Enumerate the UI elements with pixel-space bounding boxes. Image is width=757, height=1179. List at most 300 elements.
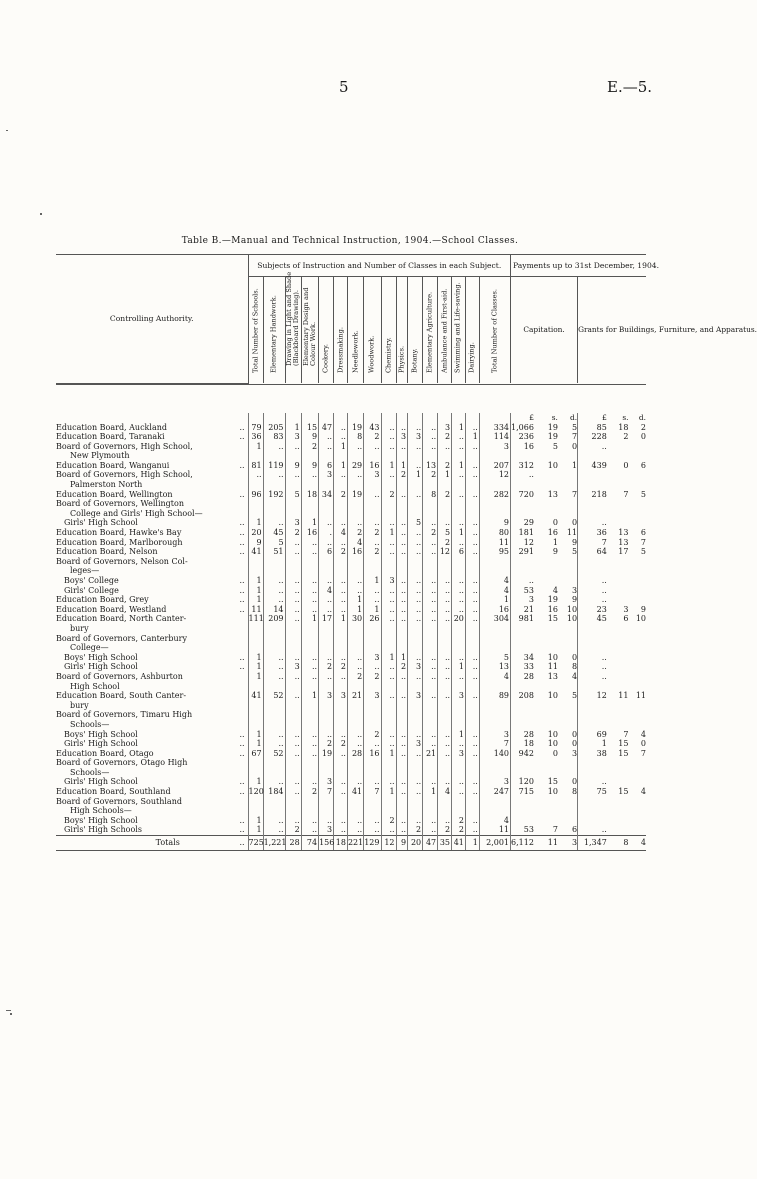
grant-pounds: ..: [578, 595, 609, 605]
capitation-shillings: [536, 509, 558, 519]
capitation-pence: 11: [566, 528, 578, 538]
authority-name: Education Board, Otago ..: [56, 749, 248, 759]
class-count: 18: [301, 490, 318, 500]
class-count: 3: [334, 691, 348, 701]
class-count: ..: [364, 739, 381, 749]
class-count: ..: [452, 576, 466, 586]
grant-pounds: [578, 451, 609, 461]
capitation-pence: 10: [566, 614, 578, 624]
capitation-pence: 0: [571, 652, 578, 662]
class-count: ..: [438, 739, 452, 749]
grant-pence: 5: [640, 547, 646, 557]
table-row: [56, 777, 646, 787]
grant-shillings: [609, 509, 629, 519]
class-count: ..: [452, 595, 466, 605]
class-count: 7: [364, 787, 381, 797]
table-row: [56, 480, 646, 490]
class-count: 725: [248, 836, 263, 851]
class-count: [438, 480, 452, 490]
class-count: [465, 758, 479, 768]
class-count: [438, 624, 452, 634]
capitation-pence: 5: [571, 691, 578, 701]
class-count: [438, 557, 452, 567]
capitation-pounds: [511, 643, 536, 653]
class-count: ..: [438, 614, 452, 624]
table-row: [56, 432, 646, 442]
leader-dots: ..: [239, 489, 245, 499]
class-count: 2: [347, 672, 363, 682]
class-count: 9: [248, 538, 263, 548]
capitation-shillings: 10: [547, 787, 558, 797]
class-count: 5: [408, 518, 423, 528]
class-count: ..: [408, 490, 423, 500]
class-count: [263, 566, 285, 576]
leader-dots: ..: [239, 787, 245, 797]
class-count: ..: [263, 662, 285, 672]
grant-pence: [628, 566, 646, 576]
grant-pounds: ..: [578, 662, 609, 672]
grant-pence: [628, 480, 646, 490]
table-row: [56, 605, 646, 615]
class-count: [285, 509, 301, 519]
grant-shillings: 18: [618, 422, 629, 432]
grant-pounds: [578, 797, 609, 807]
capitation-shillings: 16: [547, 604, 558, 614]
column-header: [334, 277, 348, 384]
class-count: 21: [423, 749, 438, 759]
class-count: [396, 499, 408, 509]
class-count: 20: [248, 528, 263, 538]
class-count: [285, 624, 301, 634]
class-count: 2: [408, 825, 423, 835]
class-count: [347, 720, 363, 730]
class-count: [334, 806, 348, 816]
grant-pence: 6: [640, 528, 646, 538]
class-count: [347, 480, 363, 490]
class-count: [301, 797, 318, 807]
class-count: [248, 768, 263, 778]
class-count: 1: [248, 518, 263, 528]
grant-pence: [628, 518, 646, 528]
class-count: [396, 624, 408, 634]
capitation-shillings: 13: [547, 489, 558, 499]
class-count: [465, 797, 479, 807]
class-count: [479, 634, 510, 644]
grant-pounds: [578, 758, 609, 768]
grant-pounds: 1: [578, 739, 609, 749]
class-count: ..: [285, 614, 301, 624]
class-count: 35: [438, 836, 452, 851]
class-count: 2: [319, 662, 334, 672]
class-count: ..: [285, 442, 301, 452]
class-count: 79: [248, 423, 263, 433]
class-count: 80: [479, 528, 510, 538]
class-count: 1: [381, 787, 396, 797]
capitation-pence: 9: [571, 537, 578, 547]
class-count: ..: [408, 576, 423, 586]
class-count: [301, 710, 318, 720]
class-count: ..: [263, 730, 285, 740]
class-count: 9: [285, 461, 301, 471]
class-count: ..: [452, 777, 466, 787]
capitation-shillings: [536, 816, 558, 826]
class-count: 6: [319, 461, 334, 471]
class-count: [381, 682, 396, 692]
class-count: [408, 768, 423, 778]
class-count: 96: [248, 490, 263, 500]
grant-pence: [628, 662, 646, 672]
class-count: 304: [479, 614, 510, 624]
grant-shillings: 15: [618, 787, 629, 797]
grant-shillings: [609, 768, 629, 778]
class-count: ..: [263, 739, 285, 749]
capitation-shillings: 1: [552, 537, 558, 547]
class-count: ..: [285, 777, 301, 787]
class-count: 12: [479, 470, 510, 480]
grant-pence: 4: [640, 729, 646, 739]
class-count: ..: [396, 547, 408, 557]
capitation-pence: 6: [571, 825, 578, 835]
capitation-shillings: [536, 682, 558, 692]
grant-shillings: [609, 758, 629, 768]
class-count: ..: [319, 576, 334, 586]
class-count: ..: [319, 672, 334, 682]
authority-name: Schools—: [70, 719, 110, 729]
class-count: ..: [263, 777, 285, 787]
grant-pounds: 439: [578, 461, 609, 471]
capitation-shillings: [536, 768, 558, 778]
class-count: ..: [301, 662, 318, 672]
class-count: .: [319, 528, 334, 538]
class-count: ..: [423, 547, 438, 557]
table-row: [56, 758, 646, 768]
class-count: ..: [301, 605, 318, 615]
class-count: ..: [438, 730, 452, 740]
class-count: ..: [452, 653, 466, 663]
class-count: ..: [285, 730, 301, 740]
grant-pence: 9: [640, 604, 646, 614]
grant-shillings: [609, 634, 629, 644]
class-count: [334, 643, 348, 653]
class-count: [381, 566, 396, 576]
grant-shillings: [609, 662, 629, 672]
capitation-pounds: 291: [511, 547, 536, 557]
class-count: ..: [334, 787, 348, 797]
class-count: [438, 797, 452, 807]
class-count: ..: [301, 816, 318, 826]
class-count: ..: [465, 595, 479, 605]
class-count: ..: [423, 614, 438, 624]
class-count: 3: [285, 432, 301, 442]
class-count: ..: [452, 442, 466, 452]
capitation-pence: [558, 634, 578, 644]
class-count: ..: [408, 461, 423, 471]
page-code: E.—5.: [607, 78, 653, 96]
class-count: [396, 451, 408, 461]
class-count: [248, 480, 263, 490]
capitation-pence: [558, 624, 578, 634]
table-row: [56, 451, 646, 461]
class-count: [285, 557, 301, 567]
class-count: [396, 797, 408, 807]
class-count: 1: [452, 528, 466, 538]
class-count: ..: [364, 490, 381, 500]
class-count: 119: [263, 461, 285, 471]
class-count: 140: [479, 749, 510, 759]
class-count: [381, 557, 396, 567]
class-count: ..: [465, 518, 479, 528]
class-count: 19: [347, 423, 363, 433]
class-count: [248, 710, 263, 720]
class-count: ..: [408, 749, 423, 759]
class-count: ..: [347, 730, 363, 740]
grant-pounds: 218: [578, 490, 609, 500]
class-count: 184: [263, 787, 285, 797]
capitation-shillings: [536, 480, 558, 490]
authority-name: Education Board, South Canter-: [56, 691, 187, 701]
class-count: [301, 451, 318, 461]
unit-pence: d.: [569, 412, 578, 422]
capitation-pounds: 1,066: [511, 422, 534, 432]
class-count: ..: [438, 518, 452, 528]
class-count: [423, 634, 438, 644]
class-count: 41: [347, 787, 363, 797]
capitation-pence: 9: [571, 595, 578, 605]
class-count: ..: [423, 586, 438, 596]
class-count: ..: [285, 739, 301, 749]
class-count: [301, 758, 318, 768]
grant-pence: 7: [640, 537, 646, 547]
grant-pounds: ..: [578, 576, 609, 586]
table-row: [56, 787, 646, 797]
capitation-pounds: [511, 701, 536, 711]
capitation-pounds: 29: [511, 518, 536, 528]
class-count: ..: [423, 816, 438, 826]
class-count: [438, 701, 452, 711]
capitation-shillings: [536, 634, 558, 644]
class-count: 2: [452, 816, 466, 826]
leader-dots: ..: [239, 652, 245, 662]
grant-shillings: 7: [623, 489, 629, 499]
class-count: 1: [248, 653, 263, 663]
class-count: [452, 710, 466, 720]
grant-pence: [628, 586, 646, 596]
class-count: 2: [396, 470, 408, 480]
grant-shillings: 11: [618, 691, 629, 701]
class-count: [465, 566, 479, 576]
grant-shillings: [609, 480, 629, 490]
grant-shillings: [609, 442, 629, 452]
class-count: [452, 557, 466, 567]
class-count: 7: [479, 739, 510, 749]
class-count: ..: [452, 787, 466, 797]
capitation-shillings: [536, 557, 558, 567]
class-count: ..: [301, 538, 318, 548]
authority-name: bury: [70, 700, 89, 710]
class-count: ..: [396, 605, 408, 615]
class-count: [319, 557, 334, 567]
grant-pounds: 12: [578, 691, 609, 701]
class-count: [347, 499, 363, 509]
class-count: [285, 710, 301, 720]
grant-pounds: [578, 557, 609, 567]
class-count: [285, 701, 301, 711]
scan-edge-mark: [6, 1010, 11, 1011]
capitation-pence: [558, 480, 578, 490]
class-count: [285, 758, 301, 768]
class-count: ..: [334, 595, 348, 605]
grant-shillings: [609, 643, 629, 653]
capitation-shillings: [536, 701, 558, 711]
class-count: ..: [334, 653, 348, 663]
class-count: 3: [364, 653, 381, 663]
grant-shillings: [609, 624, 629, 634]
class-count: ..: [381, 423, 396, 433]
class-count: 28: [347, 749, 363, 759]
grant-pence: [628, 653, 646, 663]
class-count: 19: [319, 749, 334, 759]
page-number: 5: [339, 78, 349, 96]
grant-shillings: 13: [618, 537, 629, 547]
class-count: ..: [334, 432, 348, 442]
leader-dots: ..: [239, 432, 245, 442]
class-count: ..: [452, 538, 466, 548]
class-count: [465, 624, 479, 634]
class-count: ..: [319, 816, 334, 826]
authority-name: Girls' High School ..: [56, 518, 248, 528]
class-count: ..: [248, 470, 263, 480]
class-count: 4: [479, 672, 510, 682]
class-count: 12: [438, 547, 452, 557]
class-count: [248, 806, 263, 816]
grant-pence: [628, 499, 646, 509]
class-count: [381, 643, 396, 653]
class-count: 52: [263, 749, 285, 759]
class-count: [364, 634, 381, 644]
class-count: 2: [364, 528, 381, 538]
authority-name: Board of Governors, High School,: [56, 470, 193, 480]
class-count: ..: [285, 576, 301, 586]
class-count: ..: [423, 605, 438, 615]
class-count: [408, 758, 423, 768]
column-header: [479, 277, 510, 384]
class-count: [396, 682, 408, 692]
table-row: [56, 701, 646, 711]
class-count: 3: [408, 691, 423, 701]
class-count: [285, 451, 301, 461]
grant-pence: [628, 451, 646, 461]
class-count: ..: [452, 672, 466, 682]
class-count: [465, 701, 479, 711]
class-count: 2: [334, 662, 348, 672]
class-count: [423, 806, 438, 816]
class-count: ..: [465, 739, 479, 749]
class-count: 95: [479, 547, 510, 557]
capitation-shillings: 9: [552, 547, 558, 557]
payments-group-header: Payments up to 31st December, 1904.: [511, 255, 646, 277]
grant-shillings: [609, 777, 629, 787]
class-count: 1: [465, 836, 479, 851]
leader-dots: ..: [239, 460, 245, 470]
grant-pence: 11: [635, 691, 646, 701]
capitation-pence: [558, 797, 578, 807]
column-header-label: Ambulance and First-aid.: [440, 288, 449, 373]
class-count: ..: [381, 538, 396, 548]
class-count: 41: [452, 836, 466, 851]
grant-shillings: 17: [618, 547, 629, 557]
class-count: [364, 797, 381, 807]
class-count: 3: [285, 662, 301, 672]
class-count: 2: [423, 470, 438, 480]
grant-pounds: ..: [578, 777, 609, 787]
class-count: ..: [408, 595, 423, 605]
class-count: ..: [408, 787, 423, 797]
class-count: ..: [423, 825, 438, 835]
class-count: ..: [423, 432, 438, 442]
column-header: [263, 277, 285, 384]
class-count: ..: [381, 432, 396, 442]
capitation-shillings: 4: [552, 585, 558, 595]
class-count: ..: [465, 547, 479, 557]
capitation-pounds: [511, 557, 536, 567]
class-count: 11: [479, 825, 510, 835]
capitation-pounds: [511, 451, 536, 461]
class-count: [263, 682, 285, 692]
class-count: [319, 710, 334, 720]
class-count: 67: [248, 749, 263, 759]
capitation-pounds: [511, 768, 536, 778]
class-count: ..: [334, 586, 348, 596]
grant-shillings: 0: [623, 460, 629, 470]
class-count: ..: [465, 461, 479, 471]
class-count: ..: [285, 749, 301, 759]
class-count: 2: [438, 538, 452, 548]
class-count: ..: [334, 730, 348, 740]
class-count: 2: [319, 739, 334, 749]
class-count: ..: [465, 586, 479, 596]
class-count: ..: [364, 518, 381, 528]
class-count: [248, 566, 263, 576]
grant-pence: [628, 634, 646, 644]
class-count: [248, 499, 263, 509]
authority-name: Palmerston North: [70, 480, 143, 490]
grant-shillings: [609, 672, 629, 682]
class-count: [438, 768, 452, 778]
class-count: [285, 499, 301, 509]
class-count: 3: [285, 518, 301, 528]
class-count: 17: [319, 614, 334, 624]
class-count: 1: [248, 816, 263, 826]
grant-shillings: [609, 586, 629, 596]
class-count: ..: [364, 538, 381, 548]
capitation-pence: [558, 499, 578, 509]
class-count: 1: [334, 461, 348, 471]
class-count: [396, 634, 408, 644]
class-count: 16: [347, 547, 363, 557]
capitation-shillings: [536, 566, 558, 576]
class-count: ..: [301, 777, 318, 787]
class-count: ..: [364, 777, 381, 787]
grant-pence: [628, 758, 646, 768]
class-count: [263, 499, 285, 509]
leader-dots: ..: [239, 662, 245, 672]
grant-pence: 4: [628, 836, 646, 851]
class-count: [479, 643, 510, 653]
class-count: 2: [396, 662, 408, 672]
class-count: [423, 557, 438, 567]
capitation-pence: [558, 816, 578, 826]
class-count: 13: [479, 662, 510, 672]
